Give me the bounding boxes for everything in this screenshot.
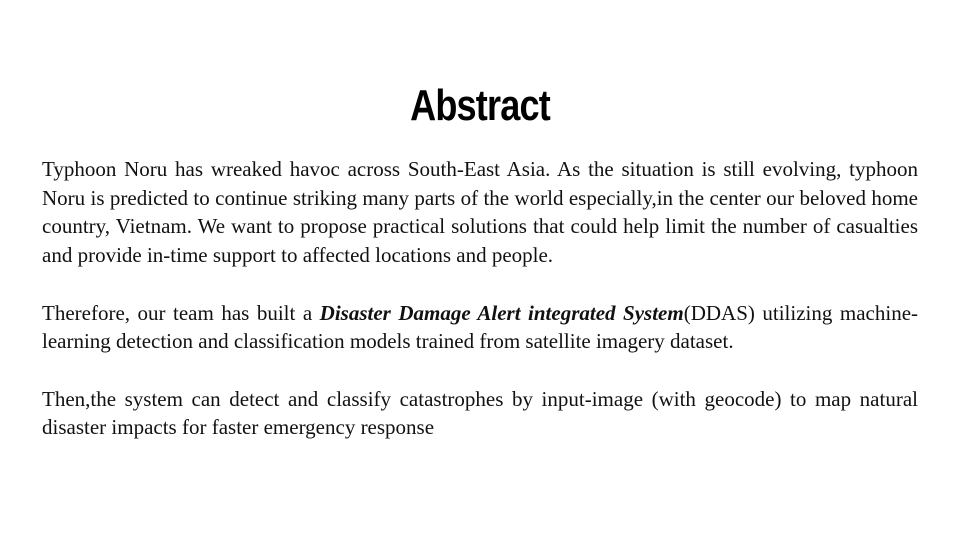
paragraph-intro: Typhoon Noru has wreaked havoc across South-East Asia. As the situation is still evolving, typhoon Noru is predicted to continue striking many parts of the world especially,in the center our beloved home country, Vietnam. We want to propose practical solutions that could help limit the number of casualties and provide in-time support to affected locations and people. [42, 157, 918, 268]
system-name-emphasis: Disaster Damage Alert integrated System [319, 300, 684, 325]
abstract-body [42, 155, 918, 442]
paragraph-system [42, 299, 918, 356]
paragraph-capability: Then,the system can detect and classify catastrophes by input-image (with geocode) to map natural disaster impacts for faster emergency response [42, 386, 918, 440]
paragraph-system-tail: (DDAS) utilizing machine-learning detection and classification models trained from satellite imagery dataset. [42, 300, 919, 354]
slide-title: Abstract [410, 81, 550, 130]
paragraph-system-lead: Therefore, our team has built a [42, 300, 320, 325]
